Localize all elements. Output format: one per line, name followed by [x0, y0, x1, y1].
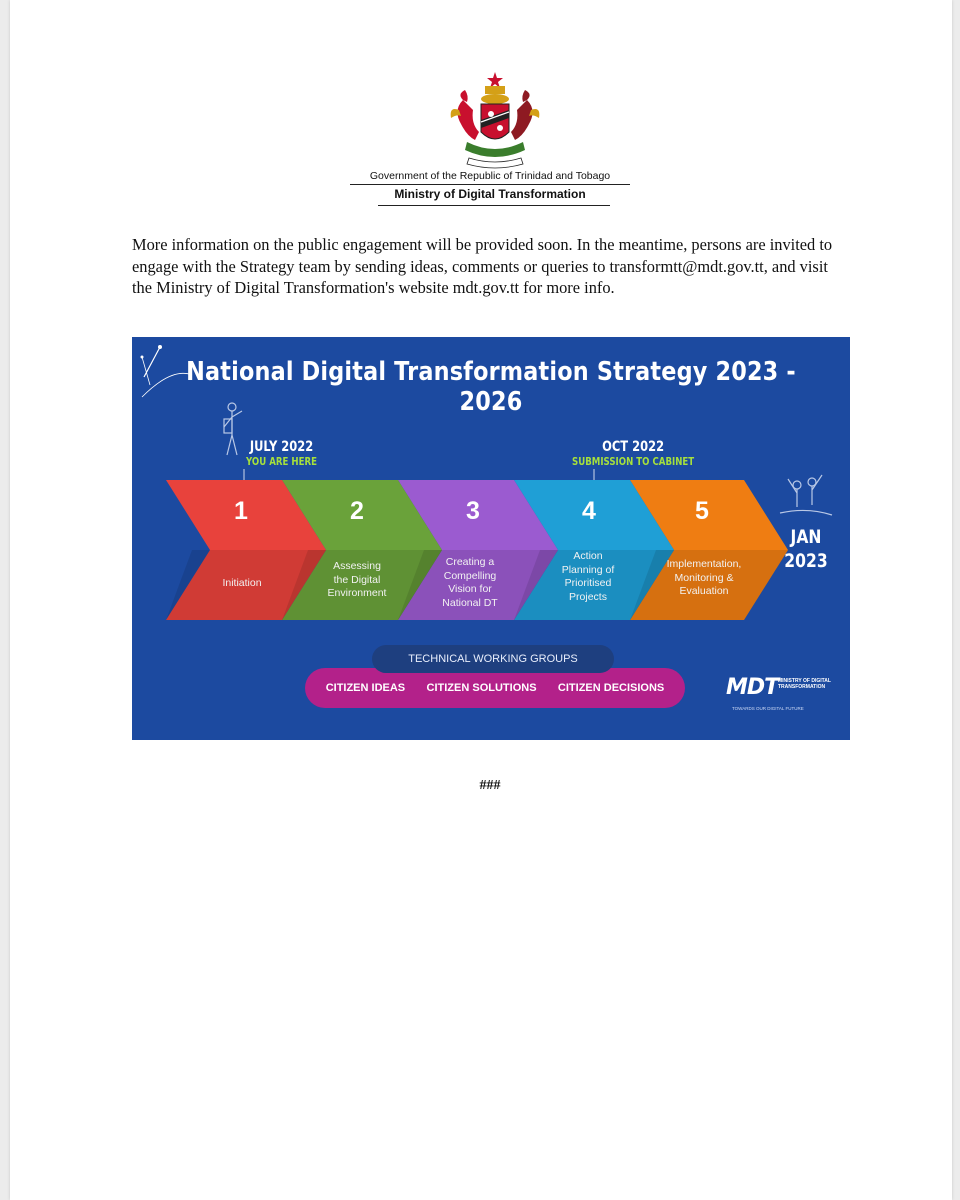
milestone-mid-note: SUBMISSION TO CABINET — [572, 456, 695, 468]
milestone-start-note: YOU ARE HERE — [246, 456, 318, 468]
strategy-infographic — [132, 337, 850, 740]
step-5-number: 5 — [695, 497, 709, 525]
infographic-title: National Digital Transformation Strategy 2023 - 2026 — [186, 357, 796, 417]
milestone-mid-date: OCT 2022 — [602, 439, 665, 455]
mdt-logo-mark: MDT — [726, 675, 779, 700]
body-paragraph: More information on the public engagement will be provided soon. In the meantime, persons are invited to engage with the Strategy team by sending ideas, comments or queries to transformtt@mdt.gov.tt, and visit the Ministry of Digital Transformation's website mdt.gov.tt for more info. — [132, 235, 833, 297]
milestone-mid — [572, 440, 694, 470]
end-marker: ### — [479, 778, 501, 793]
milestone-start — [246, 440, 317, 470]
end-date — [781, 525, 830, 573]
citizen-bar — [305, 668, 685, 708]
step-4-number: 4 — [582, 497, 596, 525]
document-page — [10, 0, 952, 1200]
step-2-label: Assessing the Digital Environment — [327, 560, 387, 599]
citizen-decisions: CITIZEN DECISIONS — [557, 682, 665, 694]
citizen-ideas: CITIZEN IDEAS — [325, 682, 406, 694]
step-5-label: Implementation, Monitoring & Evaluation — [666, 558, 742, 597]
milestone-start-date: JULY 2022 — [249, 439, 314, 455]
ministry-divider — [378, 205, 610, 206]
step-3-label: Creating a Compelling Vision for National DT — [442, 556, 498, 609]
government-line: Government of the Republic of Trinidad and Tobago — [350, 170, 630, 185]
step-1-number: 1 — [234, 497, 248, 525]
step-3-number: 3 — [466, 497, 480, 525]
end-month: JAN — [790, 526, 822, 548]
step-1-label: Initiation — [222, 577, 262, 589]
mdt-logo-ministry: MINISTRY OF DIGITAL TRANSFORMATION — [778, 678, 831, 690]
step-2-number: 2 — [350, 497, 364, 525]
coat-of-arms-icon — [445, 70, 545, 170]
technical-working-groups: TECHNICAL WORKING GROUPS — [372, 645, 614, 673]
ministry-line: Ministry of Digital Transformation — [394, 187, 586, 201]
citizen-solutions: CITIZEN SOLUTIONS — [426, 682, 537, 694]
celebration-icon — [780, 475, 832, 515]
mdt-logo-tagline: TOWARDS OUR DIGITAL FUTURE — [732, 706, 804, 711]
step-4-label: Action Planning of Prioritised Projects — [561, 550, 615, 603]
end-year: 2023 — [784, 550, 828, 572]
mdt-logo-icon — [132, 337, 262, 417]
